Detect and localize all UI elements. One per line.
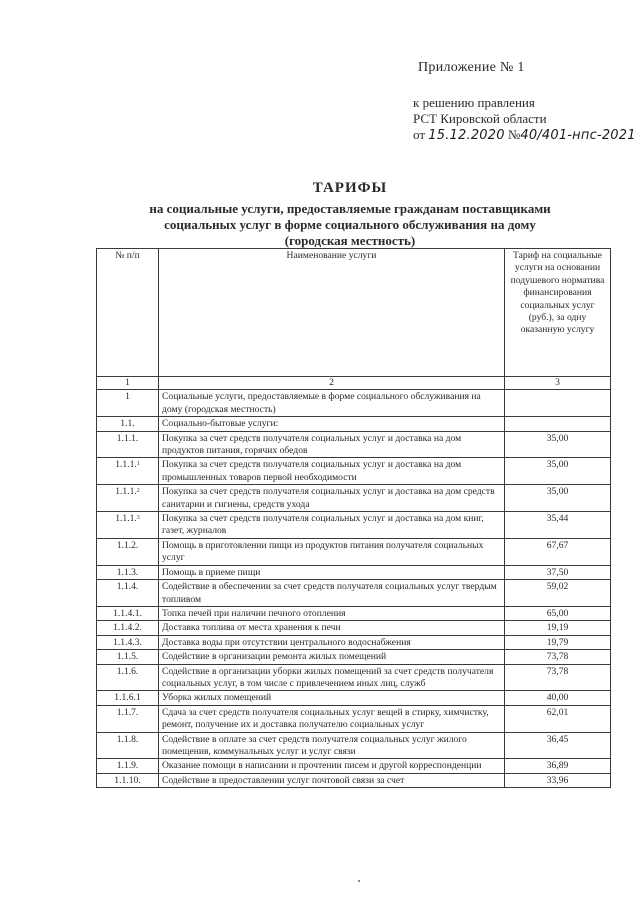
row-number bbox=[97, 580, 159, 607]
tariff-value: 35,00 bbox=[505, 431, 611, 458]
decision-line-3 bbox=[413, 127, 636, 144]
service-name: Сдача за счет средств получателя социальных услуг вещей в стирку, химчистку, ремонт, получение их и доставка получателю социальных услуг bbox=[159, 705, 505, 732]
row-number-text: 1.1.4.2. bbox=[113, 622, 142, 634]
row-number-text: 1.1.1. bbox=[116, 432, 139, 444]
table-row bbox=[97, 458, 611, 485]
row-number bbox=[97, 485, 159, 512]
service-name: Покупка за счет средств получателя социальных услуг и доставка на дом продуктов питания, горячих обедов bbox=[159, 431, 505, 458]
column-number: 2 bbox=[159, 377, 505, 390]
decision-number-prefix: № bbox=[507, 127, 521, 142]
tariff-value: 37,50 bbox=[505, 565, 611, 579]
table-row bbox=[97, 705, 611, 732]
row-number-text: 1.1.4. bbox=[116, 581, 139, 593]
table-row bbox=[97, 431, 611, 458]
row-number-text: 1.1.7. bbox=[116, 706, 139, 718]
tariff-value: 73,78 bbox=[505, 664, 611, 691]
document-title bbox=[100, 180, 600, 249]
row-number bbox=[97, 691, 159, 705]
row-number-superscript: 3 bbox=[136, 515, 140, 522]
table-row bbox=[97, 565, 611, 579]
column-numbers-row bbox=[97, 377, 611, 390]
row-number-text: 1.1. bbox=[120, 418, 135, 430]
title-line-1: на социальные услуги, предоставляемые гражданам поставщиками bbox=[149, 201, 551, 216]
table-header-row bbox=[97, 249, 611, 377]
row-number-text: 1.1.4.3. bbox=[113, 636, 142, 648]
row-number bbox=[97, 650, 159, 664]
service-name: Топка печей при наличии печного отопления bbox=[159, 606, 505, 620]
row-number-text: 1.1.4.1. bbox=[113, 607, 142, 619]
tariff-value: 35,00 bbox=[505, 485, 611, 512]
row-number bbox=[97, 773, 159, 787]
row-number-text: 1.1.6.1 bbox=[114, 692, 141, 704]
header-tariff: Тариф на социальные услуги на основании подушевого норматива финансирования социальных услуг (руб.), за одну оказанную услугу bbox=[505, 249, 611, 377]
row-number bbox=[97, 759, 159, 773]
tariff-value: 19,19 bbox=[505, 621, 611, 635]
tariff-value: 36,45 bbox=[505, 732, 611, 759]
tariff-value: 36,89 bbox=[505, 759, 611, 773]
appendix-label: Приложение № 1 bbox=[418, 60, 525, 75]
row-number bbox=[97, 606, 159, 620]
decision-prefix: от bbox=[413, 127, 426, 142]
table-row bbox=[97, 606, 611, 620]
title-subtitle bbox=[100, 201, 600, 249]
table-row bbox=[97, 538, 611, 565]
column-number: 1 bbox=[97, 377, 159, 390]
table-row bbox=[97, 580, 611, 607]
header-num: № п/п bbox=[97, 249, 159, 377]
service-name: Содействие в обеспечении за счет средств получателя социальных услуг твердым топливом bbox=[159, 580, 505, 607]
service-name: Содействие в организации ремонта жилых помещений bbox=[159, 650, 505, 664]
row-number-superscript: 2 bbox=[136, 488, 140, 495]
row-number-text: 1.1.8. bbox=[116, 733, 139, 745]
row-number bbox=[97, 431, 159, 458]
row-number bbox=[97, 621, 159, 635]
table-row bbox=[97, 512, 611, 539]
service-name: Содействие в оплате за счет средств получателя социальных услуг жилого помещения, коммунальных услуг и услуг связи bbox=[159, 732, 505, 759]
tariff-value: 19,79 bbox=[505, 635, 611, 649]
header-name: Наименование услуги bbox=[159, 249, 505, 377]
tariff-value bbox=[505, 417, 611, 431]
service-name: Оказание помощи в написании и прочтении писем и другой корреспонденции bbox=[159, 759, 505, 773]
tariff-value: 67,67 bbox=[505, 538, 611, 565]
row-number-text: 1.1.3. bbox=[116, 566, 139, 578]
row-number-text: 1.1.1. bbox=[115, 513, 137, 525]
tariff-value bbox=[505, 390, 611, 417]
row-number-text: 1.1.2. bbox=[116, 539, 139, 551]
service-name: Социально-бытовые услуги: bbox=[159, 417, 505, 431]
table-row bbox=[97, 390, 611, 417]
service-name: Доставка топлива от места хранения к печи bbox=[159, 621, 505, 635]
row-number bbox=[97, 705, 159, 732]
row-number bbox=[97, 390, 159, 417]
service-name: Покупка за счет средств получателя социальных услуг и доставка на дом книг, газет, журналов bbox=[159, 512, 505, 539]
title-line-3: (городская местность) bbox=[284, 233, 416, 248]
table-row bbox=[97, 417, 611, 431]
service-name: Доставка воды при отсутствии центрального водоснабжения bbox=[159, 635, 505, 649]
service-name: Уборка жилых помещений bbox=[159, 691, 505, 705]
service-name: Содействие в организации уборки жилых помещений за счет средств получателя социальных услуг, в том числе с привлечением иных лиц, служб bbox=[159, 664, 505, 691]
row-number-text: 1 bbox=[125, 391, 130, 403]
table-body bbox=[97, 390, 611, 788]
table-row bbox=[97, 773, 611, 787]
table-row bbox=[97, 732, 611, 759]
row-number bbox=[97, 538, 159, 565]
service-name: Покупка за счет средств получателя социальных услуг и доставка на дом средств санитарии и гигиены, средств ухода bbox=[159, 485, 505, 512]
table-row bbox=[97, 635, 611, 649]
service-name: Содействие в предоставлении услуг почтовой связи за счет bbox=[159, 773, 505, 787]
service-name: Помощь в приготовлении пищи из продуктов питания получателя социальных услуг bbox=[159, 538, 505, 565]
row-number-text: 1.1.6. bbox=[116, 665, 139, 677]
table-row bbox=[97, 664, 611, 691]
tariffs-table bbox=[96, 248, 611, 788]
row-number bbox=[97, 417, 159, 431]
table-row bbox=[97, 691, 611, 705]
scan-speck bbox=[358, 880, 360, 882]
tariff-value: 65,00 bbox=[505, 606, 611, 620]
tariff-value: 33,96 bbox=[505, 773, 611, 787]
tariff-value: 62,01 bbox=[505, 705, 611, 732]
tariff-value: 59,02 bbox=[505, 580, 611, 607]
tariff-value: 35,44 bbox=[505, 512, 611, 539]
table-row bbox=[97, 759, 611, 773]
column-number: 3 bbox=[505, 377, 611, 390]
decision-reference bbox=[413, 95, 636, 144]
row-number-text: 1.1.5. bbox=[116, 651, 139, 663]
tariff-value: 35,00 bbox=[505, 458, 611, 485]
decision-number: 40/401-нпс-2021 bbox=[520, 128, 636, 143]
service-name: Социальные услуги, предоставляемые в форме социального обслуживания на дому (городская местность) bbox=[159, 390, 505, 417]
table-row bbox=[97, 485, 611, 512]
table-row bbox=[97, 621, 611, 635]
row-number bbox=[97, 512, 159, 539]
row-number bbox=[97, 732, 159, 759]
decision-date: 15.12.2020 bbox=[428, 128, 505, 143]
row-number bbox=[97, 635, 159, 649]
decision-line-1: к решению правления bbox=[413, 95, 535, 110]
title-line-2: социальных услуг в форме социального обслуживания на дому bbox=[164, 217, 536, 232]
row-number-text: 1.1.9. bbox=[116, 760, 139, 772]
service-name: Помощь в приеме пищи bbox=[159, 565, 505, 579]
row-number bbox=[97, 565, 159, 579]
row-number-text: 1.1.1. bbox=[115, 459, 137, 471]
tariff-value: 73,78 bbox=[505, 650, 611, 664]
row-number bbox=[97, 458, 159, 485]
row-number-superscript: 1 bbox=[136, 461, 140, 468]
table-row bbox=[97, 650, 611, 664]
row-number-text: 1.1.1. bbox=[115, 486, 137, 498]
row-number-text: 1.1.10. bbox=[114, 774, 141, 786]
service-name: Покупка за счет средств получателя социальных услуг и доставка на дом промышленных товаров первой необходимости bbox=[159, 458, 505, 485]
tariff-value: 40,00 bbox=[505, 691, 611, 705]
row-number bbox=[97, 664, 159, 691]
title-main: ТАРИФЫ bbox=[312, 180, 388, 196]
decision-line-2: РСТ Кировской области bbox=[413, 111, 547, 126]
